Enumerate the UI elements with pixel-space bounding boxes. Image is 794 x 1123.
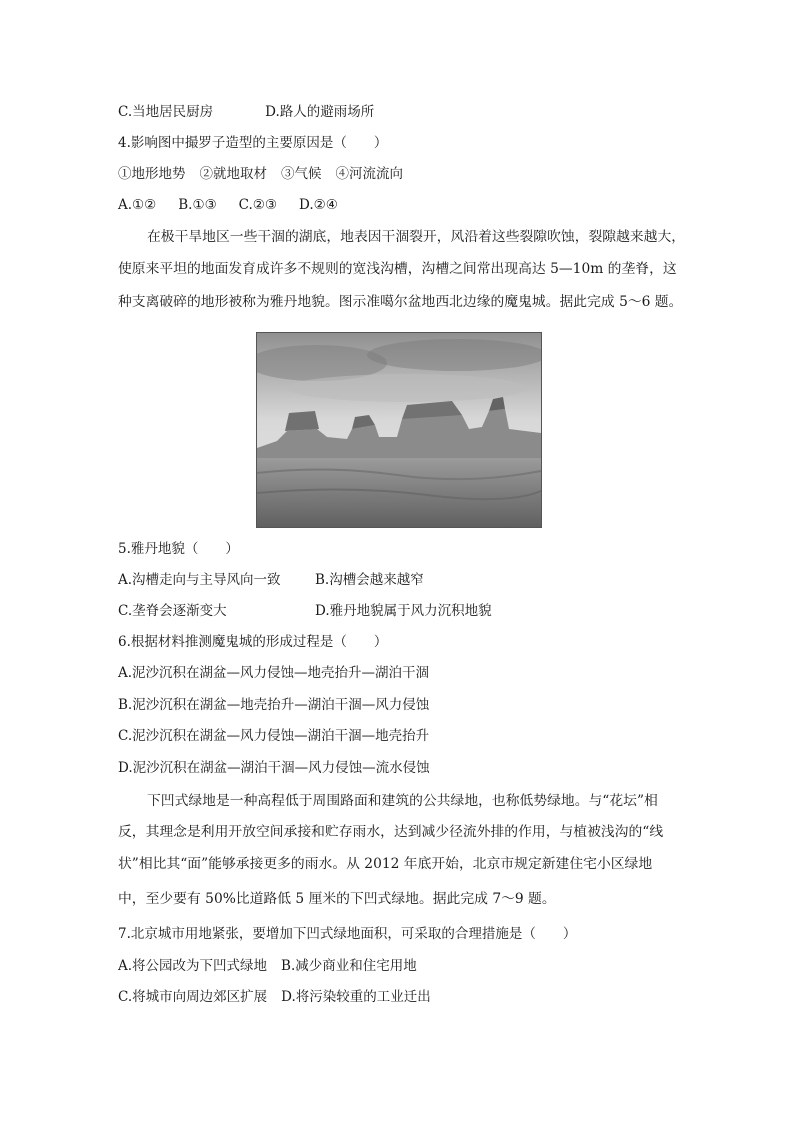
q4-factor-3: ③气候 <box>281 166 322 182</box>
q3-options-cd <box>118 106 374 120</box>
q5-option-b: B.沟槽会越来越窄 <box>315 572 424 588</box>
q6-stem: 6.根据材料推测魔鬼城的形成过程是（ ） <box>118 634 388 650</box>
q5-option-c: C.垄脊会逐渐变大 <box>118 603 227 619</box>
q6-option-c: C.泥沙沉积在湖盆—风力侵蚀—湖泊干涸—地壳抬升 <box>118 728 430 744</box>
q5-stem: 5.雅丹地貌（ ） <box>118 541 239 557</box>
q4-options <box>118 199 338 213</box>
q3-option-c: C.当地居民厨房 <box>118 104 214 120</box>
passage2-line-2: 反，其理念是利用开放空间承接和贮存雨水，达到减少径流外排的作用，与植被浅沟的“线 <box>118 824 664 840</box>
passage2-line-4: 中，至少要有 50%比道路低 5 厘米的下凹式绿地。据此完成 7～9 题。 <box>118 891 556 907</box>
q4-option-d: D.②④ <box>299 197 338 213</box>
q7-options-ab <box>118 960 417 974</box>
q4-factors <box>118 168 403 182</box>
q3-option-d: D.路人的避雨场所 <box>265 104 375 120</box>
passage1-line-2: 使原来平坦的地面发育成许多不规则的宽浅沟槽，沟槽之间常出现高达 5—10m 的垄脊，这 <box>118 261 677 277</box>
q7-option-b: B.减少商业和住宅用地 <box>281 958 417 974</box>
passage1-line-3: 种支离破碎的地形被称为雅丹地貌。图示准噶尔盆地西北边缘的魔鬼城。据此完成 5～6 题。 <box>118 294 683 310</box>
passage1-line-1: 在极干旱地区一些干涸的湖底，地表因干涸裂开，风沿着这些裂隙吹蚀，裂隙越来越大， <box>147 229 686 245</box>
q4-stem: 4.影响图中撮罗子造型的主要原因是（ ） <box>118 135 388 151</box>
q6-option-a: A.泥沙沉积在湖盆—风力侵蚀—地壳抬升—湖泊干涸 <box>118 665 430 681</box>
yardang-photo-illustration <box>257 333 541 527</box>
yardang-photo <box>256 332 542 528</box>
q7-option-d: D.将污染较重的工业迁出 <box>281 989 431 1005</box>
q7-options-cd <box>118 991 431 1005</box>
q4-option-a: A.①② <box>118 197 157 213</box>
passage2-line-1: 下凹式绿地是一种高程低于周围路面和建筑的公共绿地，也称低势绿地。与“花坛”相 <box>147 793 658 809</box>
q5-option-a: A.沟槽走向与主导风向一致 <box>118 572 281 588</box>
q4-option-b: B.①③ <box>178 197 217 213</box>
q7-stem: 7.北京城市用地紧张，要增加下凹式绿地面积，可采取的合理措施是（ ） <box>118 926 577 942</box>
q4-factor-2: ②就地取材 <box>199 166 267 182</box>
q4-option-c: C.②③ <box>238 197 278 213</box>
q6-option-b: B.泥沙沉积在湖盆—地壳抬升—湖泊干涸—风力侵蚀 <box>118 697 430 713</box>
q5-option-d: D.雅丹地貌属于风力沉积地貌 <box>315 603 492 619</box>
q7-option-c: C.将城市向周边郊区扩展 <box>118 989 268 1005</box>
q6-option-d: D.泥沙沉积在湖盆—湖泊干涸—风力侵蚀—流水侵蚀 <box>118 760 430 776</box>
passage2-line-3: 状”相比其“面”能够承接更多的雨水。从 2012 年底开始，北京市规定新建住宅小区绿地 <box>118 856 653 872</box>
q4-factor-4: ④河流流向 <box>335 166 403 182</box>
q7-option-a: A.将公园改为下凹式绿地 <box>118 958 268 974</box>
q4-factor-1: ①地形地势 <box>118 166 186 182</box>
